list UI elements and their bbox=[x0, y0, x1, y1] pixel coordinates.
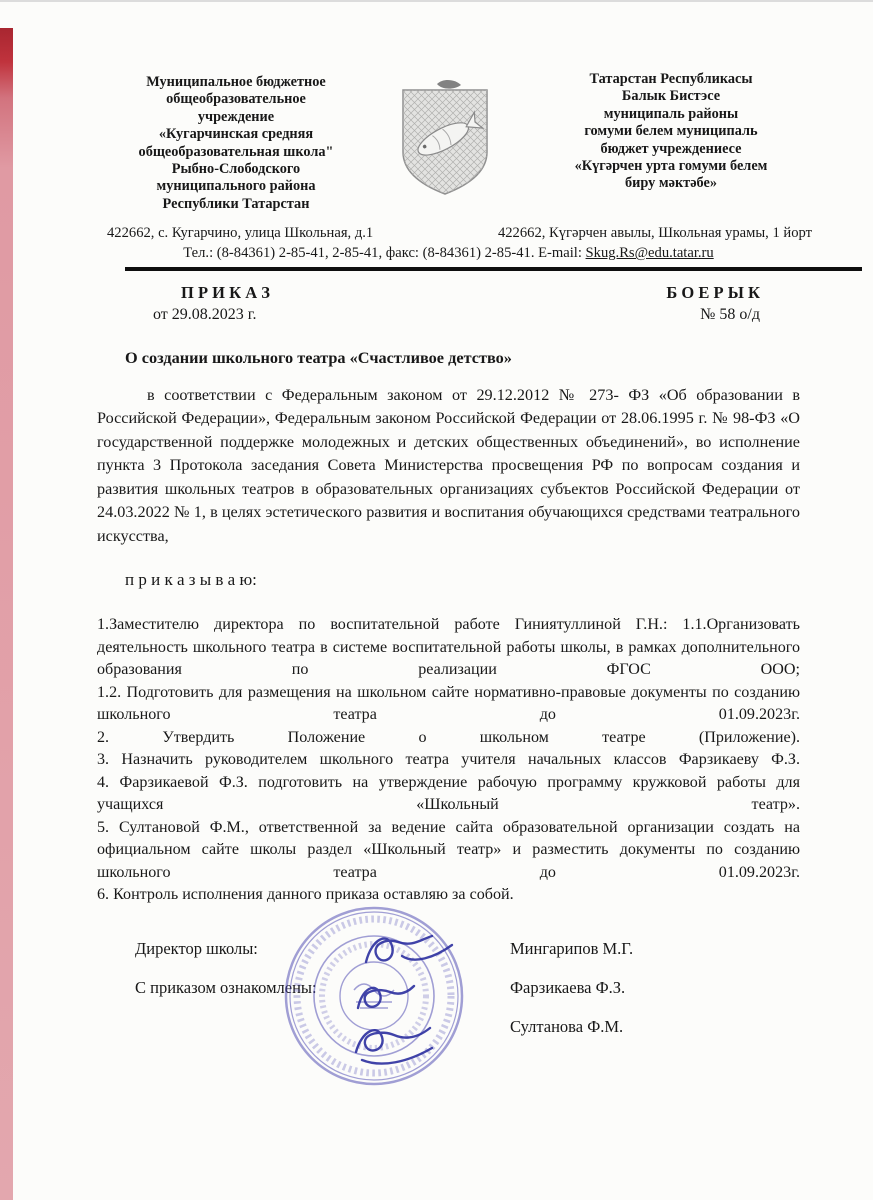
order-title-tatar: Б О Е Р Ы К bbox=[666, 282, 760, 302]
order-item: 6. Контроль исполнения данного приказа оставляю за собой. bbox=[97, 886, 514, 904]
org-tat-line: муниципаль районы bbox=[603, 105, 739, 122]
contact-line bbox=[97, 245, 800, 262]
order-item: 1.2. Подготовить для размещения на школьном сайте нормативно-правовые документы по созданию школьного театра до 01.09.2023г. bbox=[97, 683, 800, 724]
order-item: 4. Фарзикаевой Ф.З. подготовить на утверждение рабочую программу кружковой работы для учащихся «Школьный театр». bbox=[97, 773, 800, 814]
org-tat-line: Балык Бистэсе bbox=[621, 88, 721, 105]
order-header bbox=[153, 283, 760, 324]
org-ru-line: общеобразовательная школа" bbox=[138, 143, 334, 160]
org-tat-line: «Күгәрчен урта гомуми белем bbox=[574, 158, 768, 175]
org-ru-line: Рыбно-Слободского bbox=[171, 161, 301, 178]
order-item: 5. Султановой Ф.М., ответственной за ведение сайта образовательной организации создать на официальном сайте школы раздел «Школьный театр» и разместить документы по созданию школьного театра до 01.09.2023г. bbox=[97, 818, 800, 881]
org-ru-line: муниципального района bbox=[156, 178, 316, 195]
signature-row-ack-1 bbox=[135, 978, 800, 998]
decree-word: п р и к а з ы в а ю: bbox=[125, 570, 257, 590]
org-tat-line: биру мәктәбе» bbox=[624, 175, 717, 192]
acknowledged-label: С приказом ознакомлены: bbox=[135, 977, 317, 997]
director-name: Мингарипов М.Г. bbox=[510, 938, 634, 958]
order-title-russian: П Р И К А З bbox=[181, 282, 270, 302]
coat-of-arms-icon bbox=[397, 78, 493, 200]
org-ru-line: Республики Татарстан bbox=[162, 195, 310, 212]
org-tat-line: гомуми белем муниципаль bbox=[584, 123, 758, 140]
email-text: Skug.Rs@edu.tatar.ru bbox=[585, 245, 714, 262]
coat-of-arms-emblem bbox=[397, 78, 493, 213]
org-ru-line: «Кугарчинская средняя bbox=[158, 126, 314, 143]
empty-label bbox=[135, 1017, 510, 1037]
ack-name-2: Султанова Ф.М. bbox=[510, 1016, 624, 1036]
order-header-tatar bbox=[666, 283, 760, 324]
signature-row-ack-2 bbox=[135, 1017, 800, 1037]
order-preamble: в соответствии с Федеральным законом от 29.12.2012 № 273- ФЗ «Об образовании в Российской Федерации», Федеральным законом Российской Федерации от 28.06.1995 г. № 98-ФЗ «О государственной поддержке молодежных и детских общественных объединений», во исполнение пункта 3 Протокола заседания Совета Министерства просвещения РФ по вопросам создания и развития школьных театров в образовательных организациях субъектов Российской Федерации от 24.03.2022 № 1, в целях эстетического развития и воспитания обучающихся средствами театрального искусства, bbox=[97, 385, 800, 545]
order-item: 3. Назначить руководителем школьного театра учителя начальных классов Фарзикаеву Ф.З. bbox=[97, 751, 800, 769]
org-ru-line: учреждение bbox=[197, 108, 275, 125]
address-row bbox=[97, 225, 812, 242]
letterhead bbox=[97, 71, 800, 213]
organization-name-russian bbox=[111, 74, 361, 213]
order-number: № 58 о/д bbox=[700, 305, 760, 323]
letterhead-divider bbox=[125, 267, 862, 271]
order-item: 1.Заместителю директора по воспитательной работе Гиниятуллиной Г.Н.: 1.1.Организовать деятельность школьного театра в системе воспитательной работы школы, в рамках дополнительного образования по реализации ФГОС ООО; bbox=[97, 616, 800, 679]
org-ru-line: Муниципальное бюджетное bbox=[146, 74, 326, 90]
org-tat-line: бюджет учреждениесе bbox=[600, 140, 742, 157]
order-subject: О создании школьного театра «Счастливое детство» bbox=[125, 347, 512, 367]
ack-name-1: Фарзикаева Ф.З. bbox=[510, 977, 626, 997]
address-tatar: 422662, Күгәрчен авылы, Школьная урамы, 1 йорт bbox=[497, 225, 812, 242]
phone-fax-text: Тел.: (8-84361) 2-85-41, 2-85-41, факс: (8-84361) 2-85-41. E-mail: bbox=[183, 245, 586, 262]
address-russian: 422662, с. Кугарчино, улица Школьная, д.1 bbox=[107, 225, 374, 242]
organization-name-tatar bbox=[547, 71, 795, 213]
scan-edge-artifact bbox=[0, 28, 13, 1200]
order-date: от 29.08.2023 г. bbox=[153, 305, 257, 323]
org-ru-line: общеобразовательное bbox=[166, 91, 306, 108]
order-item: 2. Утвердить Положение о школьном театре (Приложение). bbox=[97, 728, 800, 746]
crest-top-figure bbox=[437, 80, 461, 89]
org-tat-line: Татарстан Республикасы bbox=[589, 71, 753, 87]
order-items bbox=[97, 614, 800, 907]
signature-block bbox=[135, 939, 800, 1037]
order-header-russian bbox=[153, 283, 270, 324]
signature-row-director bbox=[135, 939, 800, 959]
director-label: Директор школы: bbox=[135, 938, 258, 958]
